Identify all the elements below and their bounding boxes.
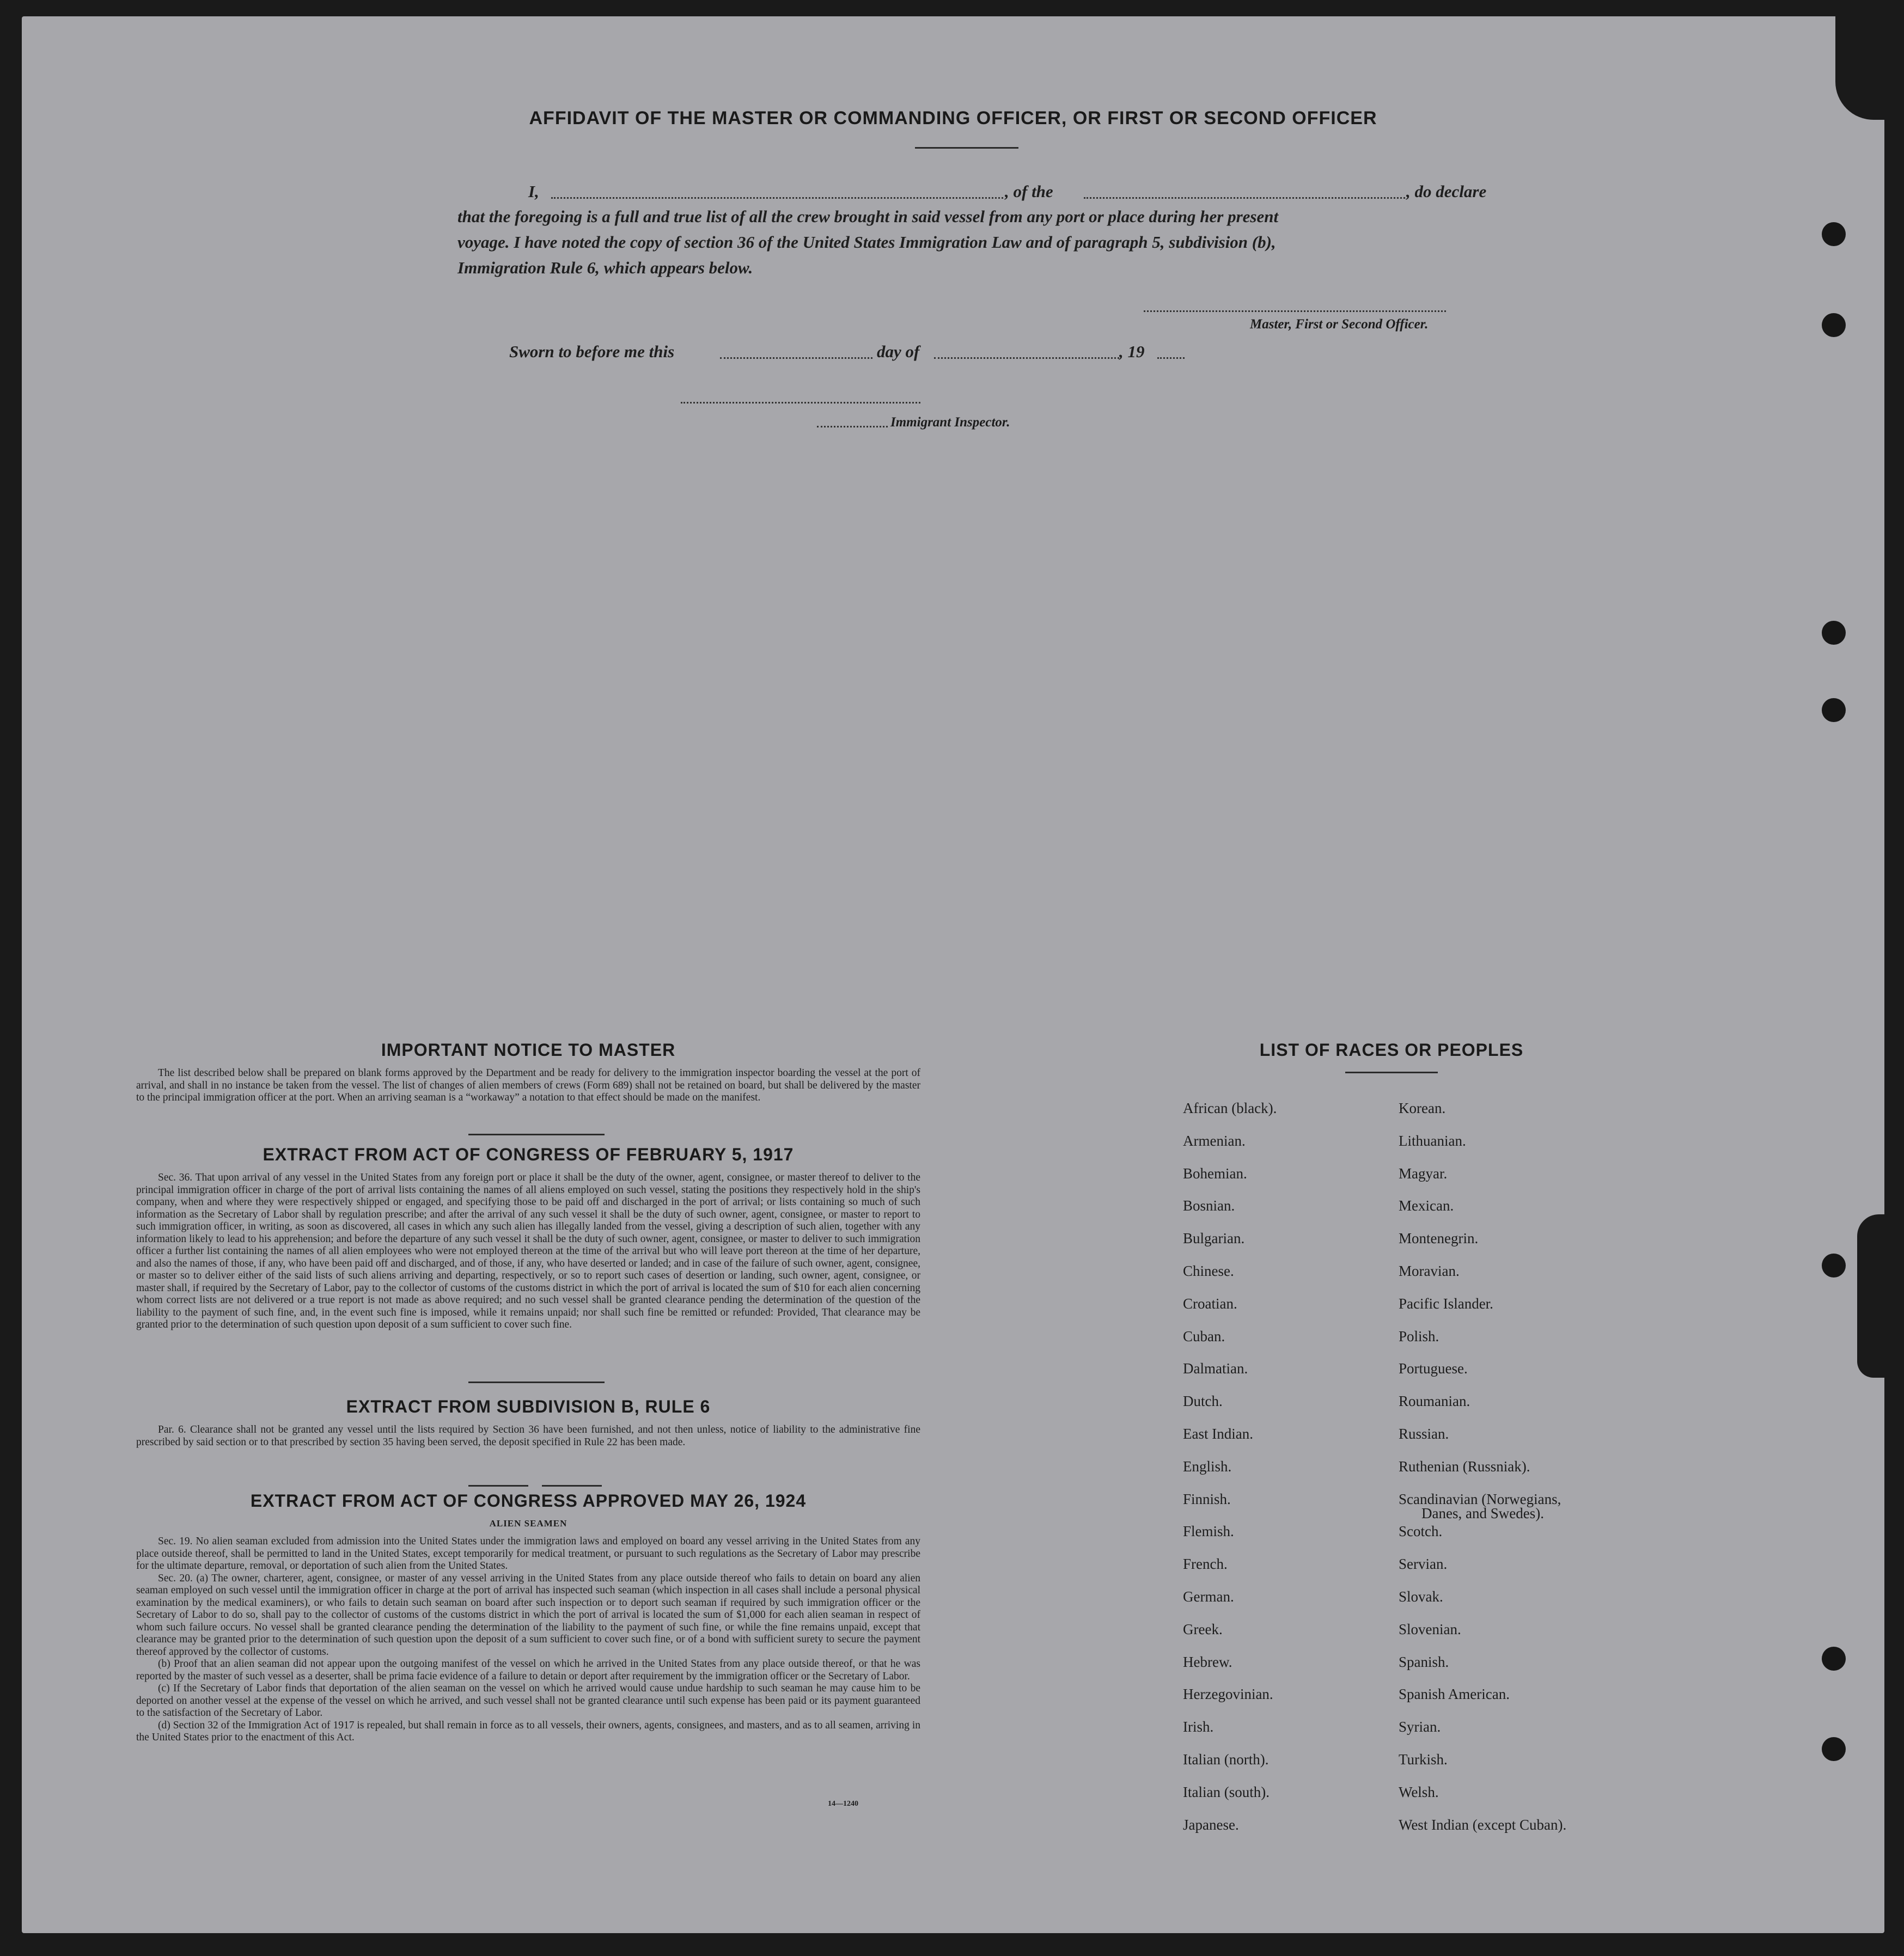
affidavit-line3: voyage. I have noted the copy of section 36 of the United States Immigration Law and of paragraph 5, subdivision (b),: [457, 233, 1276, 252]
race-item: West Indian (except Cuban).: [1399, 1816, 1567, 1833]
extract-1924-text: [136, 1536, 920, 1744]
race-item: Armenian.: [1183, 1132, 1246, 1149]
affidavit-title: AFFIDAVIT OF THE MASTER OR COMMANDING OFFICER, OR FIRST OR SECOND OFFICER: [529, 108, 1377, 129]
punch-hole: [1822, 621, 1846, 645]
notice-text: [136, 1067, 920, 1104]
notice-title: IMPORTANT NOTICE TO MASTER: [381, 1040, 676, 1060]
extract-1924-title: EXTRACT FROM ACT OF CONGRESS APPROVED MAY 26, 1924: [250, 1491, 807, 1511]
race-item: Japanese.: [1183, 1816, 1239, 1833]
race-item: Slovak.: [1399, 1588, 1443, 1605]
race-item: Korean.: [1399, 1100, 1446, 1116]
race-item: Turkish.: [1399, 1751, 1448, 1768]
race-item: Russian.: [1399, 1426, 1449, 1442]
race-item: Magyar.: [1399, 1165, 1448, 1182]
race-item: Welsh.: [1399, 1783, 1439, 1800]
sec19-paragraph: Sec. 19. No alien seaman excluded from admission into the United States under the immigration laws and employed on board any vessel arriving in the United States from any place outside thereof, shall be permitted to land in the United States, except temporarily for medical treatment, or pursuant to such regulations as the Secretary of Labor may prescribe for the ultimate departure, removal, or deportation of such alien from the United States.: [136, 1536, 920, 1572]
race-item: Scotch.: [1399, 1523, 1443, 1540]
race-item: Greek.: [1183, 1621, 1223, 1637]
affidavit-declare: , do declare: [1406, 182, 1487, 201]
torn-edge: [1835, 16, 1884, 120]
race-item: Lithuanian.: [1399, 1132, 1466, 1149]
punch-hole: [1822, 1254, 1846, 1277]
race-item: Moravian.: [1399, 1263, 1460, 1279]
divider: [1345, 1072, 1438, 1073]
divider: [468, 1134, 605, 1135]
race-item: Bosnian.: [1183, 1197, 1235, 1214]
race-item: East Indian.: [1183, 1426, 1253, 1442]
race-item: Polish.: [1399, 1328, 1439, 1344]
race-item: Roumanian.: [1399, 1393, 1470, 1410]
punch-hole: [1822, 222, 1846, 246]
punch-hole: [1822, 1737, 1846, 1761]
form-number: 14—1240: [828, 1800, 858, 1808]
sworn-day-blank[interactable]: [720, 357, 872, 359]
race-item: Croatian.: [1183, 1295, 1237, 1312]
race-item: Cuban.: [1183, 1328, 1225, 1344]
race-item: Syrian.: [1399, 1719, 1441, 1735]
inspector-caption: Immigrant Inspector.: [890, 415, 1010, 430]
inspector-caption-lead: [817, 426, 888, 427]
race-item: Ruthenian (Russniak).: [1399, 1458, 1530, 1475]
race-item: Irish.: [1183, 1719, 1214, 1735]
race-item: Mexican.: [1399, 1197, 1454, 1214]
race-item: Flemish.: [1183, 1523, 1234, 1540]
sworn-month-blank[interactable]: [934, 357, 1119, 359]
punch-hole: [1822, 313, 1846, 337]
race-item-continuation: Danes, and Swedes).: [1421, 1505, 1544, 1521]
races-title: LIST OF RACES OR PEOPLES: [1259, 1040, 1524, 1060]
race-item: Scandinavian (Norwegians,: [1399, 1490, 1561, 1507]
divider: [542, 1485, 602, 1487]
race-item: African (black).: [1183, 1100, 1277, 1116]
par6-paragraph: Par. 6. Clearance shall not be granted any vessel until the lists required by Section 36 have been furnished, and not then unless, notice of liability to the administrative fine prescribed by said section or to that prescribed by section 35 having been served, the deposit specified in Rule 22 has been made.: [136, 1424, 920, 1448]
race-item: Herzegovinian.: [1183, 1686, 1273, 1703]
sec20b-paragraph: (b) Proof that an alien seaman did not appear upon the outgoing manifest of the vessel on which he arrived in the United States from any place outside thereof, or that he was reported by the master of such vessel as a deserter, shall be prima facie evidence of a failure to detain or deport after requirement by the immigration officer or the Secretary of Labor.: [136, 1658, 920, 1682]
notice-paragraph: The list described below shall be prepared on blank forms approved by the Department and be ready for delivery to the immigration inspector boarding the vessel at the port of arrival, and shall in no instance be taken from the vessel. The list of changes of alien members of crews (Form 689) shall not be retained on board, but shall be delivered by the master to the principal immigration officer at the port. When an arriving seaman is a “workaway” a notation to that effect should be made on the manifest.: [136, 1067, 920, 1103]
race-item: Dalmatian.: [1183, 1360, 1248, 1377]
master-caption: Master, First or Second Officer.: [1250, 317, 1429, 332]
race-item: Montenegrin.: [1399, 1230, 1479, 1247]
punch-hole: [1822, 698, 1846, 722]
rule6-title: EXTRACT FROM SUBDIVISION B, RULE 6: [346, 1397, 711, 1416]
document-sheet: [22, 16, 1884, 1933]
race-item: Spanish.: [1399, 1653, 1449, 1670]
race-item: Bohemian.: [1183, 1165, 1247, 1182]
master-signature-blank[interactable]: [1144, 310, 1446, 312]
sec20d-paragraph: (d) Section 32 of the Immigration Act of 1917 is repealed, but shall remain in force as to all vessels, their owners, agents, consignees, and masters, and as to all seamen, arriving in the United States prior to the enactment of this Act.: [136, 1719, 920, 1743]
vessel-blank[interactable]: [1084, 197, 1405, 199]
race-item: German.: [1183, 1588, 1234, 1605]
divider: [468, 1485, 528, 1487]
punch-hole: [1822, 1647, 1846, 1671]
day-of-text: day of: [877, 342, 920, 361]
alien-seamen-subtitle: ALIEN SEAMEN: [489, 1518, 567, 1529]
race-item: Italian (north).: [1183, 1751, 1269, 1768]
race-item: Pacific Islander.: [1399, 1295, 1493, 1312]
sec20a-paragraph: Sec. 20. (a) The owner, charterer, agent, consignee, or master of any vessel arriving in the United States from any place outside thereof who fails to detain on board any alien seaman employed on such vessel until the immigration officer in charge at the port of arrival has inspected such seaman (which inspection in all cases shall include a personal physical examination by the medical examiners), or who fails to detain such seaman on board after such inspection or to deport such seaman if required by such immigration officer or the Secretary of Labor to do so, shall pay to the collector of customs of the customs district in which the port of arrival is located the sum of $1,000 for each alien seaman in respect of whom such failure occurs. No vessel shall be granted clearance pending the determination of the liability to the payment of such fine, or while the fine remains unpaid, except that clearance may be granted prior to the determination of such question upon the deposit of a sum sufficient to cover such fine, or of a bond with sufficient surety to secure the payment thereof approved by the collector of customs.: [136, 1572, 920, 1658]
race-item: Dutch.: [1183, 1393, 1223, 1410]
race-item: Slovenian.: [1399, 1621, 1461, 1637]
affidavit-i: I,: [528, 182, 539, 201]
sec36-paragraph: Sec. 36. That upon arrival of any vessel in the United States from any foreign port or place it shall be the duty of the owner, agent, consignee, or master thereof to deliver to the principal immigration officer in charge of the port of arrival lists containing the names of all aliens employed on such vessel, stating the positions they respectively hold in the ship's company, when and where they were respectively shipped or engaged, and specifying those to be paid off and discharged in the port of arrival; or lists containing so much of such information as the Secretary of Labor shall by regulation prescribe; and after the arrival of any such vessel it shall be the duty of such owner, agent, consignee, or master to report to such immigration officer, in writing, as soon as discovered, all cases in which any such alien has illegally landed from the vessel, giving a description of such alien, together with any information likely to lead to his apprehension; and before the departure of any such vessel it shall be the duty of such owner, agent, consignee, or master to deliver to such immigration officer a further list containing the names of all alien employees who were not employed thereon at the time of the arrival but who will leave port thereon at the time of her departure, and also the names of those, if any, who have been paid off and discharged, and of those, if any, who have deserted or landed; and in case of the failure of such owner, agent, consignee, or master so to deliver either of the said lists of such aliens arriving and departing, respectively, or so to report such cases of desertion or landing, such owner, agent, consignee, or master shall, if required by the Secretary of Labor, pay to the collector of customs of the customs district in which the port of arrival is located the sum of $10 for each alien concerning whom correct lists are not delivered or a true report is not made as above required; and no such vessel shall be granted clearance pending the determination of the question of the liability to the payment of such fine, and, in the event such fine is imposed, while it remains unpaid; nor shall such fine be remitted or refunded: Provided, That clearance may be granted prior to the determination of such question upon deposit of a sum sufficient to cover such fine.: [136, 1172, 920, 1330]
affidavit-line2: that the foregoing is a full and true list of all the crew brought in said vessel from any port or place during her present: [457, 207, 1279, 226]
race-item: French.: [1183, 1556, 1228, 1573]
inspector-signature-blank[interactable]: [681, 402, 920, 404]
name-blank[interactable]: [551, 197, 1003, 199]
race-item: Spanish American.: [1399, 1686, 1510, 1703]
race-item: Bulgarian.: [1183, 1230, 1245, 1247]
affidavit-of-the: , of the: [1005, 182, 1053, 201]
race-item: Italian (south).: [1183, 1783, 1270, 1800]
extract-1917-title: EXTRACT FROM ACT OF CONGRESS OF FEBRUARY 5, 1917: [263, 1145, 794, 1164]
extract-1917-text: [136, 1172, 920, 1331]
sec20c-paragraph: (c) If the Secretary of Labor finds that deportation of the alien seaman on the vessel on which he arrived would cause undue hardship to such seaman he may cause him to be deported on another vessel at the expense of the vessel on which he arrived, and such vessel shall not be granted clearance until such expense has been paid or its payment guaranteed to the satisfaction of the Secretary of Labor.: [136, 1683, 920, 1719]
year-blank[interactable]: [1157, 357, 1185, 359]
race-item: Servian.: [1399, 1556, 1448, 1573]
race-item: Hebrew.: [1183, 1653, 1232, 1670]
divider: [915, 147, 1018, 149]
year-text: , 19: [1119, 342, 1145, 361]
race-item: Portuguese.: [1399, 1360, 1468, 1377]
sworn-text: Sworn to before me this: [509, 342, 675, 361]
torn-edge: [1857, 1214, 1884, 1378]
affidavit-line4: Immigration Rule 6, which appears below.: [457, 258, 753, 277]
divider: [468, 1382, 605, 1383]
race-item: English.: [1183, 1458, 1232, 1475]
race-item: Finnish.: [1183, 1490, 1231, 1507]
rule6-text: [136, 1424, 920, 1448]
race-item: Chinese.: [1183, 1263, 1234, 1279]
